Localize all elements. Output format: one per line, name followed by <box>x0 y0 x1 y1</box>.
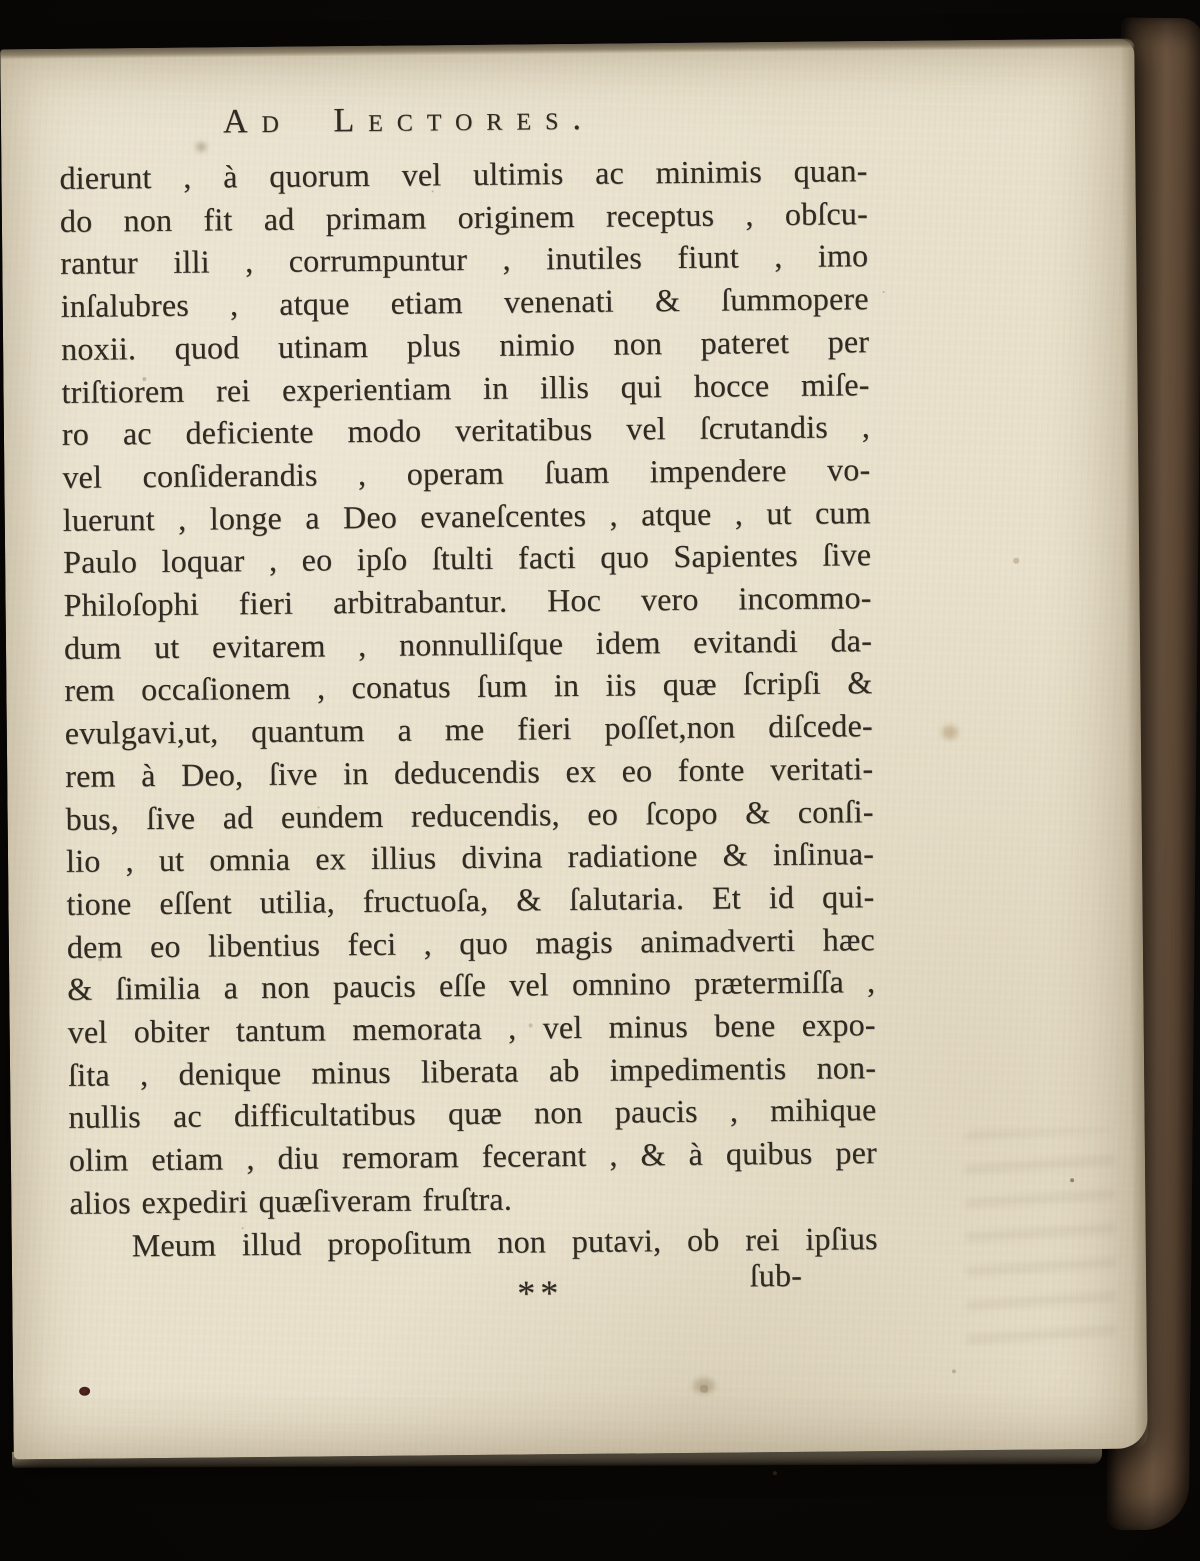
text-line: ro ac deficiente modo veritatibus vel ſcrutandis , <box>61 408 871 453</box>
foxing-spot <box>693 1378 715 1394</box>
text-line: luerunt , longe a Deo evaneſcentes , atque , ut cum <box>62 493 871 538</box>
text-line: noxii. quod utinam plus nimio non pateret per <box>60 322 870 367</box>
page-heading: Ad Lectores. <box>222 99 596 141</box>
text-line: triſtiorem rei experientiam in illis qui hocce miſe- <box>61 365 870 410</box>
text-line: bus, ſive ad eundem reducendis, eo ſcopo & conſi- <box>65 792 874 837</box>
text-line: evulgavi,ut, quantum a me fieri poſſet,non diſcede- <box>64 707 873 752</box>
text-line: Paulo loquar , eo ipſo ſtulti facti quo Sapientes ſive <box>63 536 872 581</box>
text-line: lio , ut omnia ex illius divina radiatione & inſinua- <box>65 835 875 880</box>
paper-fiber-specks <box>0 49 2 51</box>
text-line: olim etiam , diu remoram fecerant , & à quibus per <box>68 1134 878 1179</box>
text-line: & ſimilia a non paucis eſſe vel omnino prætermiſſa , <box>67 963 876 1008</box>
text-line: dierunt , à quorum vel ultimis ac minimis quan- <box>59 152 868 196</box>
text-line: ſita , denique minus liberata ab impedimentis non- <box>67 1048 877 1093</box>
catchword-row <box>70 1259 878 1313</box>
text-line: alios expediri quæſiveram fruſtra. <box>69 1180 513 1221</box>
text-line: inſalubres , atque etiam venenati & ſummopere <box>60 280 869 325</box>
text-line: Meum illud propoſitum non putavi, ob rei ipſius <box>131 1219 878 1263</box>
body-lines <box>59 149 878 1267</box>
foxing-spot <box>196 143 206 152</box>
catchword: ſub- <box>749 1257 803 1294</box>
text-line: rem à Deo, ſive in deducendis ex eo fonte veritati- <box>65 749 874 794</box>
text-line: do non fit ad primam originem receptus , obſcu- <box>59 194 869 239</box>
text-line: dum ut evitarem , nonnulliſque idem evitandi da- <box>63 621 873 666</box>
text-line: nullis ac difficultatibus quæ non paucis , mihique <box>68 1091 877 1136</box>
text-line: rem occaſionem , conatus ſum in iis quæ ſcripſi & <box>64 664 873 709</box>
text-line: dem eo libentius feci , quo magis animadverti hæc <box>66 920 876 965</box>
text-line: vel obiter tantum memorata , vel minus bene expo- <box>67 1006 876 1050</box>
text-line: vel conſiderandis , operam ſuam impendere vo- <box>62 451 871 495</box>
text-block <box>59 149 878 1313</box>
text-line: tione eſſent utilia, fructuoſa, & ſalutaria. Et id qui- <box>66 878 875 922</box>
text-line: Philoſophi fieri arbitrabantur. Hoc vero incommo- <box>63 579 872 623</box>
verso-show-through <box>965 1129 1117 1350</box>
ink-spot <box>79 1387 90 1396</box>
signature-mark: ** <box>517 1273 564 1314</box>
book-page <box>0 39 1147 1460</box>
foxing-spot <box>942 725 958 739</box>
text-line: rantur illi , corrumpuntur , inutiles fiunt , imo <box>60 237 869 282</box>
